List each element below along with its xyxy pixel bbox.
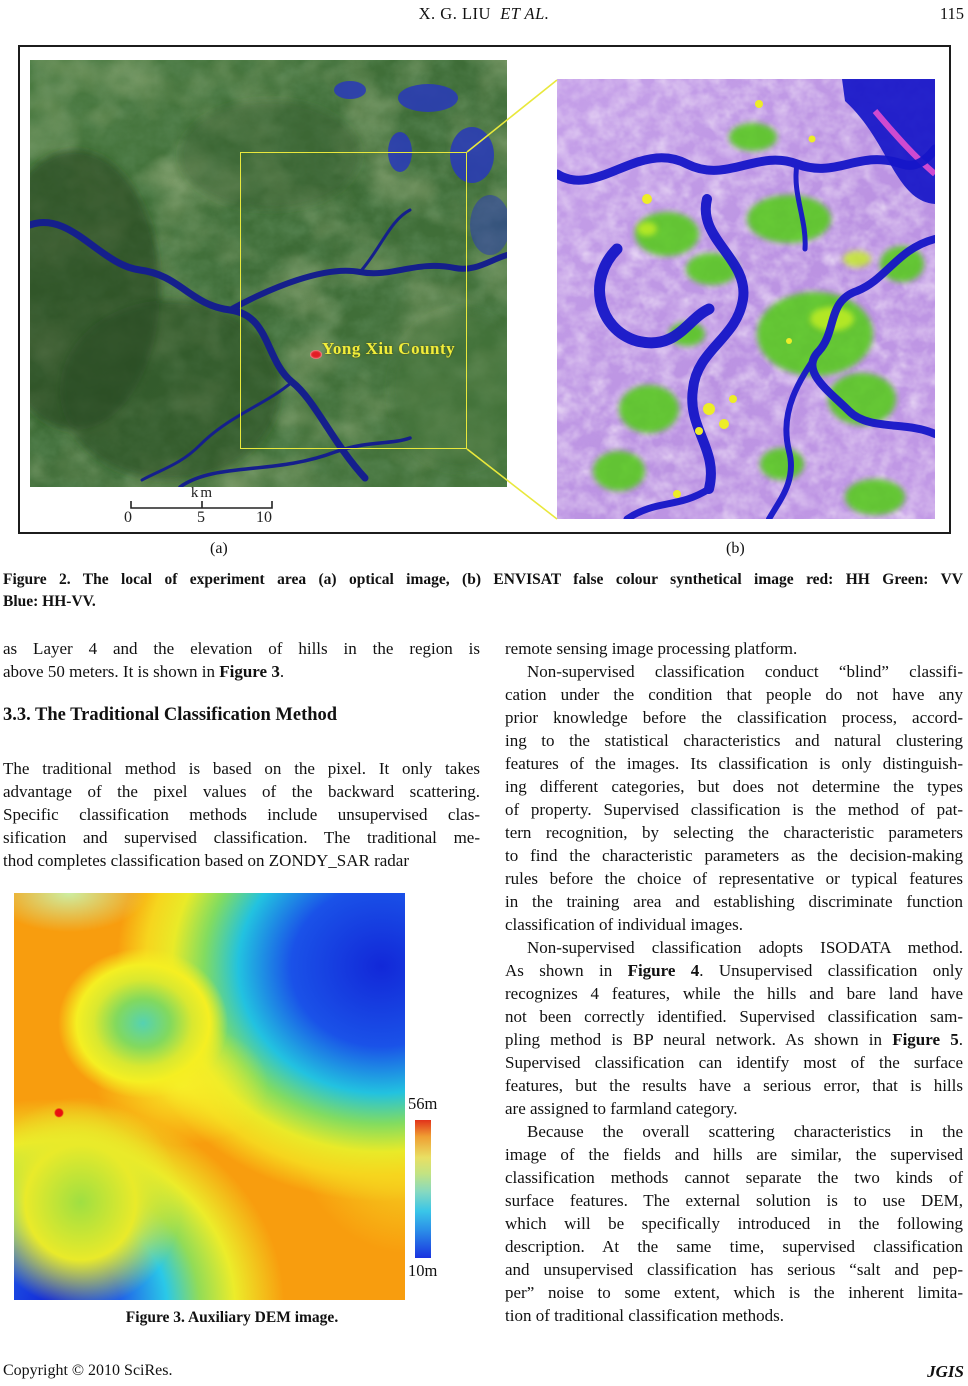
figure3-dem-image (14, 893, 405, 1300)
right-column (505, 637, 963, 1327)
journal-abbreviation: JGIS (927, 1362, 964, 1381)
sar-map-art (557, 79, 935, 519)
running-head (0, 4, 968, 28)
scale-unit-label: km (190, 485, 215, 501)
right-paragraph-3: Non-supervised classification adopts ISODATA method. As shown in Figure 4. Unsupervised classification only recognizes 4 features, while the hills and bare land have not been correctly identified. Supervised classification sam- pling method is BP neural network. As shown in Figure 5. Supervised classification can identify most of the surface features, but the results have a serious error, that is hills are assigned to farmland category. (505, 938, 963, 1118)
figure2-caption: Figure 2. The local of experiment area (a) optical image, (b) ENVISAT false colour synthetical image red: HH Green: VV Blue: HH-VV. (3, 571, 963, 610)
figure3-caption: Figure 3. Auxiliary DEM image. (125, 1309, 339, 1326)
right-paragraph-1: remote sensing image processing platform. (505, 639, 798, 658)
copyright-text: Copyright © 2010 SciRes. (3, 1362, 173, 1379)
left-paragraph-2: The traditional method is based on the pixel. It only takes advantage of the pixel values of the backward scattering. Specific classification methods include unsupervised clas- sification and supervised classification. The traditional me- thod completes classification based on ZONDY_SAR radar (3, 759, 480, 870)
colorbar-min-label: 10m (408, 1261, 438, 1280)
figure3-colorbar (415, 1120, 431, 1258)
panel-a-sublabel: (a) (210, 540, 228, 557)
figure2-panel-b-sar-image (557, 79, 935, 519)
colorbar-max-label: 56m (408, 1094, 438, 1113)
study-area-highlight-box (240, 152, 467, 449)
running-head-title (0, 4, 968, 24)
figure2-panel-a-optical-image (30, 60, 507, 487)
figure2-frame (18, 45, 951, 534)
county-marker-dot (310, 350, 322, 359)
page-number: 115 (939, 4, 964, 23)
etal-text: ET AL. (500, 4, 550, 23)
county-label: Yong Xiu County (322, 339, 456, 358)
scale-tick-0: 0 (124, 509, 132, 526)
panel-b-sublabel: (b) (726, 540, 745, 557)
section-heading-3-3: 3.3. The Traditional Classification Method (3, 705, 338, 725)
scale-bar (120, 485, 285, 529)
right-paragraph-2: Non-supervised classification conduct “blind” classifi- cation under the condition that people do not have any prior knowledge before the classification process, accord- ing to the statistical characteristics and natural clustering features of the images. Its classification is only distinguish- ing different categories, but does not determine the types of property. Supervised classification is the method of pat- tern recognition, by selecting the characteristic parameters to find the characteristic parameters as the decision-making rules before the choice of representative or typical features in the training area and establishing discriminate function classification of individual images. (505, 662, 963, 934)
scale-tick-10: 10 (256, 509, 272, 526)
scale-tick-5: 5 (197, 509, 205, 526)
page-footer (0, 1362, 968, 1384)
author-name: X. G. LIU (418, 4, 491, 23)
right-paragraph-4: Because the overall scattering characteristics in the image of the fields and hills are similar, the supervised classification methods cannot separate the two kinds of surface features. The external solution is to use DEM, which will be specifically introduced in the following description. At the same time, supervised classification and unsupervised classification has serious “salt and pep- per” noise to some extent, which is the inherent limita- tion of traditional classification methods. (505, 1122, 963, 1325)
left-paragraph-1: as Layer 4 and the elevation of hills in the region is above 50 meters. It is shown in Figure 3. (3, 639, 480, 681)
